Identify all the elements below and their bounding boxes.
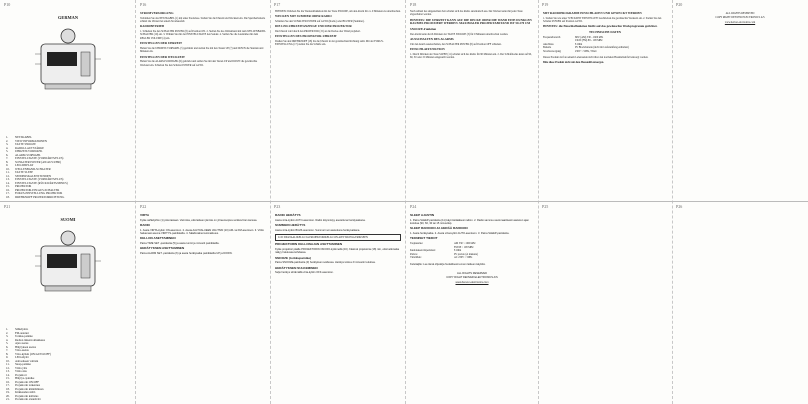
section-heading: TEKNISET TIEDOT [410, 236, 438, 241]
spec-row: Stromversorgung 230V ~ 50Hz, 5Watt [543, 49, 597, 53]
list-item: 12. SENDERSKALENSTUNDEN [6, 173, 52, 178]
panel-p23 [275, 212, 401, 400]
sheet-divider [0, 201, 808, 202]
section-heading: HINWEIS: die Einschlaffunktion bleibt auf das gewünschte Weckprogramm gerichtet. [543, 24, 658, 29]
list-item: 3. Torkku-painike [6, 334, 33, 338]
paragraph: 1. Stellen Sie wie unter 'WECKZEIT EINSTELLEN' beschrieben die gewünschte Weckzeit ein. 2. Stellen Sie den Schalter POWER auf Position AUTO. [543, 16, 662, 23]
panel-p16 [140, 10, 266, 198]
paragraph: Um den Alarm auszuschalten, den SCHALTER POWER (8) auf Position OFF schieben. [410, 42, 502, 46]
website-link[interactable]: www.denver-electronics.com [455, 280, 489, 284]
section-heading: AUSSCHALTEN DES ALARMS [410, 37, 454, 41]
paragraph: Die Uhrzeit wird durch den PROJEKTOR (15) an die Decke oder Wand projiziert. [275, 30, 361, 33]
paragraph: Nach Ablauf der eingestellten Zeit schaltet sich das Radio automatisch aus. Der Wecker kann mit jeder Taste abgeschaltet werden. [410, 10, 523, 17]
section-heading: EINSTELLEN DER WECKZEIT [140, 54, 185, 59]
list-item: 13. EINSTELLTASTE (VORWÄRTS/PLUS) [6, 177, 64, 181]
list-item: 1. NETZKABEL [6, 135, 33, 139]
section-heading: SLEEP RADIOON JA HERÄÄ RADIOON [410, 226, 468, 231]
panel-suomi [6, 212, 130, 400]
spec-row: Frequenzbereich MW (AM) 530 - 1600 kHz [543, 35, 604, 39]
fold-line [405, 0, 406, 404]
list-item: 14. EINSTELLTASTE (RÜCKWÄRTS/MINUS) [6, 180, 68, 185]
paragraph: Dieses Produkt darf an seinem Lebensende nicht über den normalen Haushaltsabfall entsorgt werden. [543, 56, 649, 60]
list-item: 20. Projektorin kallistus [6, 393, 39, 398]
copyright-text: COPY RIGHT DENVER ELECTRONICS A/S [715, 16, 765, 20]
spec-row: Taajuusalue: AM 530 ~ 1600 kHz [410, 242, 476, 245]
spec-row: FM 88 ~ 108 MHz [454, 245, 474, 249]
paragraph: Der Alarm kann durch Drücken der TASTE SNOOZE (3) für 9 Minuten unterbrochen werden. [410, 32, 509, 36]
section-heading: SLEEP AJASTIN [410, 213, 435, 217]
spec-row: Virtalähde: AC 230V ~ 50Hz [410, 256, 473, 259]
fold-line [672, 0, 673, 404]
panel-p22 [140, 212, 266, 400]
panel-p20 [677, 12, 803, 52]
section-heading: MIT RADIOPROGRAMM EINSCHLAFEN UND GEWECKT WERDEN [543, 11, 642, 15]
spec-row: Batterie 9V Blockbatterie (nicht im Lieferumfang enthalten) [543, 46, 629, 50]
list-item: 16. Projektorin ON/OFF [6, 379, 40, 384]
rights-text: ALL RIGHTS RESERVED [725, 12, 755, 15]
page-number: P26 [676, 204, 683, 209]
panel-p18 [410, 10, 534, 198]
page-number: P10 [4, 2, 11, 7]
paragraph: Halten Sie die UHRZEIT-VORWAHL (5) gedrückt und stellen Sie mit den Tasten UP (7) und DOWN die Stunden und Minuten ein. [140, 46, 264, 54]
page-number: P17 [274, 2, 281, 7]
page-number: P25 [542, 204, 549, 209]
list-item: 15. PROJEKTOR [6, 184, 32, 188]
paragraph: 1. Aseta herätysaika. 2. Aseta virta-kytkin AUTO-asentoon. 3. Paina SLEEP-painiketta. [410, 232, 510, 235]
paragraph: Kuluttajille: Lue tämä ohjekirja huolellisesti ennen laitteen käyttöä. [410, 262, 486, 266]
footer [410, 272, 534, 284]
list-item: 11. TASTE SLEEP [6, 170, 33, 174]
section-heading: RADIO [140, 223, 150, 227]
section-heading: WECKEN MIT SUMMER ODER RADIO [275, 14, 332, 19]
section-heading: KELLON ASETTAMINEN [140, 236, 176, 241]
page-title: GERMAN [57, 15, 78, 20]
paragraph: Schieben Sie den SCHALTER POWER auf AUTO (Radio) oder BUZZER (Summer). [275, 20, 365, 23]
section-heading: TECHNISCHE DATEN [588, 30, 621, 34]
paragraph: 1. Aseta VIRTA-kytkin ON-asentoon. 2. Aseta AALTOALUEEN VALITSIN (10) AM- tai FM-asentoon. 3. Viritä haluamasi asema VIRITYS-painikkeilla. 4. Säädä äänenvoimakkuus. [140, 228, 264, 235]
panel-p24 [410, 212, 534, 400]
notice-box: LCD DIGITAALIKELLO JA PROJEKTORIKELLO ON AJETTAVISSA ERIKSEEN [275, 234, 401, 241]
list-item: 6. Hälytyksen asetus [6, 344, 36, 349]
rights-text: ALL RIGHTS RESERVED [457, 271, 487, 275]
section-heading: SNOOZE-Funktion [410, 27, 437, 31]
section-heading: HINWEIS: DIE UHRZEIT KANN AUF DIE DECKE ODER DIE WAND EINE DUNKLEN RAUMES PROJIZIERT WERDEN. MAXIMALER PROJEKTABSTAND IST 50-270 CM [410, 17, 532, 26]
section-heading: SNOOZE (torkkupainike) [275, 255, 312, 260]
list-item: 4. RADIO-LAUTSTÄRKE [6, 145, 45, 150]
page-number: P20 [676, 2, 683, 7]
fold-line [270, 0, 271, 404]
page-number: P16 [140, 2, 147, 7]
parts-list [6, 136, 130, 198]
fold-line [135, 0, 136, 404]
list-item: 16. PROJEKTOR-EIN/AUS-SCHALTER [6, 187, 60, 192]
list-item: 9. LED-DISPLAY [6, 163, 34, 167]
paragraph: Verbinden Sie das NETZKABEL (1) mit einer Steckdose. Stellen Sie die Uhrzeit und Weckzeit ein. Die Speicherbatterie schützt die Uhrzeit bei einem Stromausfall. [140, 16, 266, 23]
paragraph: Halten Sie die ALARM-VORWAHL (6) gedrückt und stellen Sie mit den Tasten UP und DOWN die gewünschte Weckzeit ein. Schieben Sie den Schalter POWER auf AUTO. [140, 60, 258, 67]
list-item: 11. Sleep-painike [6, 362, 31, 366]
clock-radio-illustration [33, 226, 103, 298]
list-item: 5. UHRZEIT-VORWAHL [6, 149, 43, 153]
page-title: SUOMI [60, 217, 76, 222]
paragraph: Aseta virta-kytkin AUTO-asentoon. Radio käynnistyy asetettuna herätysaikana. [275, 218, 366, 222]
paragraph: Paina SNOOZE-painiketta (3) herätyksen soidessa. Herätys toistuu 9 minuutin kuluttua. [275, 261, 376, 265]
spec-row: UKW (FM) 88 - 108 MHz [575, 39, 603, 43]
page-number: P24 [410, 204, 417, 209]
spec-row: Paristo: 9V paristo (ei mukana) [410, 252, 478, 256]
list-item: 5. Ajan asetus [6, 341, 29, 345]
list-item: 1. Sähköjohto [6, 327, 29, 331]
page-number: P23 [274, 204, 281, 209]
list-item: 12. Virita ylös [6, 365, 28, 370]
paragraph: 1. Durch Drücken der Taste SLEEP (11) schaltet sich das Radio für 90 Minuten ein. 2. Der Schlafmodus kann auf 90, 60, 30 oder 15 Minuten eingestellt werden. [410, 52, 532, 59]
paragraph: Kytke projektori päälle PROJEKTORIN ON/OFF-kytkimellä (16). Käännä projektoria (18) niin, että kellonaika näkyy halutussa kohdassa. [275, 248, 400, 255]
paragraph: Kytke sähköjohto (1) pistorasiaan. Varmista, että laitteen jännite on yhteensopiva verkkovirran kanssa. [140, 218, 258, 222]
section-heading: EINSCHLAFFUNKTION [410, 47, 445, 51]
list-item: 17. FOKUS-EINSTELLUNG PROJEKTOR [6, 191, 63, 195]
section-heading: SUMMERI HERÄTYS [275, 223, 306, 227]
list-item: 13. Virita alas [6, 369, 27, 373]
section-heading: EINSTELLEN DER UHRZEIT [140, 41, 183, 46]
spec-row: Kuulokkeen impedanssi: 8 Ohm [410, 249, 462, 252]
section-heading: EINSTELLEN DES PROJEKTOR-UHRZEIT [275, 34, 337, 39]
copyright-text: COPY RIGHT DENVER ELECTRONICS A/S [446, 276, 498, 280]
paragraph: Bitte diese Produkt nicht mit dem Hausmüll entsorgen. [543, 60, 604, 64]
paragraph: Paina TIME SET -painiketta (5) ja aseta tunnit ja minuutit painikkeilla. [140, 242, 220, 245]
list-item: 10. Aaltoalueen valitsin [6, 358, 39, 363]
list-item: 7. EINSTELLTASTE (VORWÄRTS/PLUS) [6, 156, 64, 160]
spec-row: Anschluss 8 Ohm [543, 42, 583, 46]
paragraph: Aseta virta-kytkin BUZZ-asentoon. Summeri soi asetettuna herätysaikana. [275, 228, 361, 232]
section-heading: RADIOBETRIEB [140, 24, 165, 29]
paragraph: Paina ALARM SET -painiketta (6) ja aseta herätysaika painikkeilla UP ja DOWN. [140, 252, 233, 255]
panel-p17 [275, 10, 401, 198]
clock-radio-illustration [33, 24, 103, 96]
list-item: 2. VIEW INFORMATIONEN [6, 138, 47, 143]
list-item: 3. TASTE SNOOZE [6, 142, 36, 146]
panel-p19 [543, 10, 667, 198]
list-item: 4. Radion äänenvoimakkuus [6, 337, 45, 342]
list-item: 10. WELLENBAND-SCHALTER [6, 166, 51, 171]
list-item: 15. Hälytys-/painike [6, 376, 35, 380]
list-item: 8. Virta-kytkin (ON/AUTO/OFF) [6, 351, 51, 356]
page-number: P22 [140, 204, 147, 209]
section-heading: RADIO HERÄTYS [275, 213, 301, 217]
website-link[interactable]: www.denver-electronics.com [724, 20, 756, 24]
section-heading: HERÄTYKSEN SULKEMINEN [275, 265, 318, 270]
list-item: 6. ALARM-VORWAHL [6, 152, 41, 157]
panel-german [6, 10, 130, 198]
section-heading: DIE LED-UHRZEITANZEIGE UND DER PROJEKTOR [275, 24, 352, 29]
paragraph: HINWEIS: Drücken Sie die Weckzeitfunktion mit der Taste SNOOZE, um den Alarm für ca. 9 Minuten zu unterbrechen. [275, 10, 401, 13]
list-item: 9. LED-näyttö [6, 355, 29, 359]
paragraph: 1. Schieben Sie den SCHALTER POWER (8) auf Position ON. 2. Stellen Sie das Wellenband mit dem WELLENBAND-SCHALTER (10) ein. 3. Wählen Sie mit der EINSTELLTASTE den Sender. 4. Stellen Sie die Lautstärke mit dem REGLER VOLUME (4) ein. [140, 30, 266, 40]
section-heading: VIRTA [140, 213, 150, 217]
list-item: 2. FM-antenni [6, 330, 29, 335]
page-number: P21 [4, 204, 11, 209]
list-item: 21. Projektorin ajannäyttö [6, 397, 41, 400]
paragraph: Sulje herätys siirtämällä virta-kytkin OFF-asentoon. [275, 271, 334, 275]
list-item: 7. Virta-asetus [6, 348, 29, 352]
parts-list [6, 328, 130, 400]
list-item: 18. DREHKNOPF PROJEKTORRICHTUNG [6, 194, 65, 198]
page-number: P18 [410, 2, 417, 7]
section-heading: STROMVERSORGUNG [140, 11, 174, 15]
list-item: 8. SCHALTER POWER (AN/AUS/UHR) [6, 159, 61, 164]
fold-line [538, 0, 539, 404]
list-item: 18. Projektorin kääntäminen [6, 386, 44, 391]
list-item: 19. Kirkkauden säätö [6, 390, 36, 394]
paragraph: Drehen Sie den DREHKNOPF (18) bis die Uhrzeit in der gewünschten Richtung steht. Mit der FOKUS-EINSTELLUNG (17) stellen Sie die Schärfe ein. [275, 40, 384, 47]
list-item: 17. Projektorin tarkennus [6, 383, 40, 387]
page-number: P19 [542, 2, 549, 7]
paragraph: 1. Paina SLEEP-painiketta (11) käynnistääksesi radion. 2. Radio sammuu automaattisesti asetetun ajan kuluttua (90, 60, 30 tai 15 minuuttia). [410, 218, 529, 225]
section-heading: HERÄTYKSEN ASETTAMINEN [140, 246, 185, 251]
section-heading: PROJEKTORIN KELLONAJAN ASETTAMINEN [275, 242, 343, 247]
list-item: 14. Projektori [6, 372, 27, 377]
